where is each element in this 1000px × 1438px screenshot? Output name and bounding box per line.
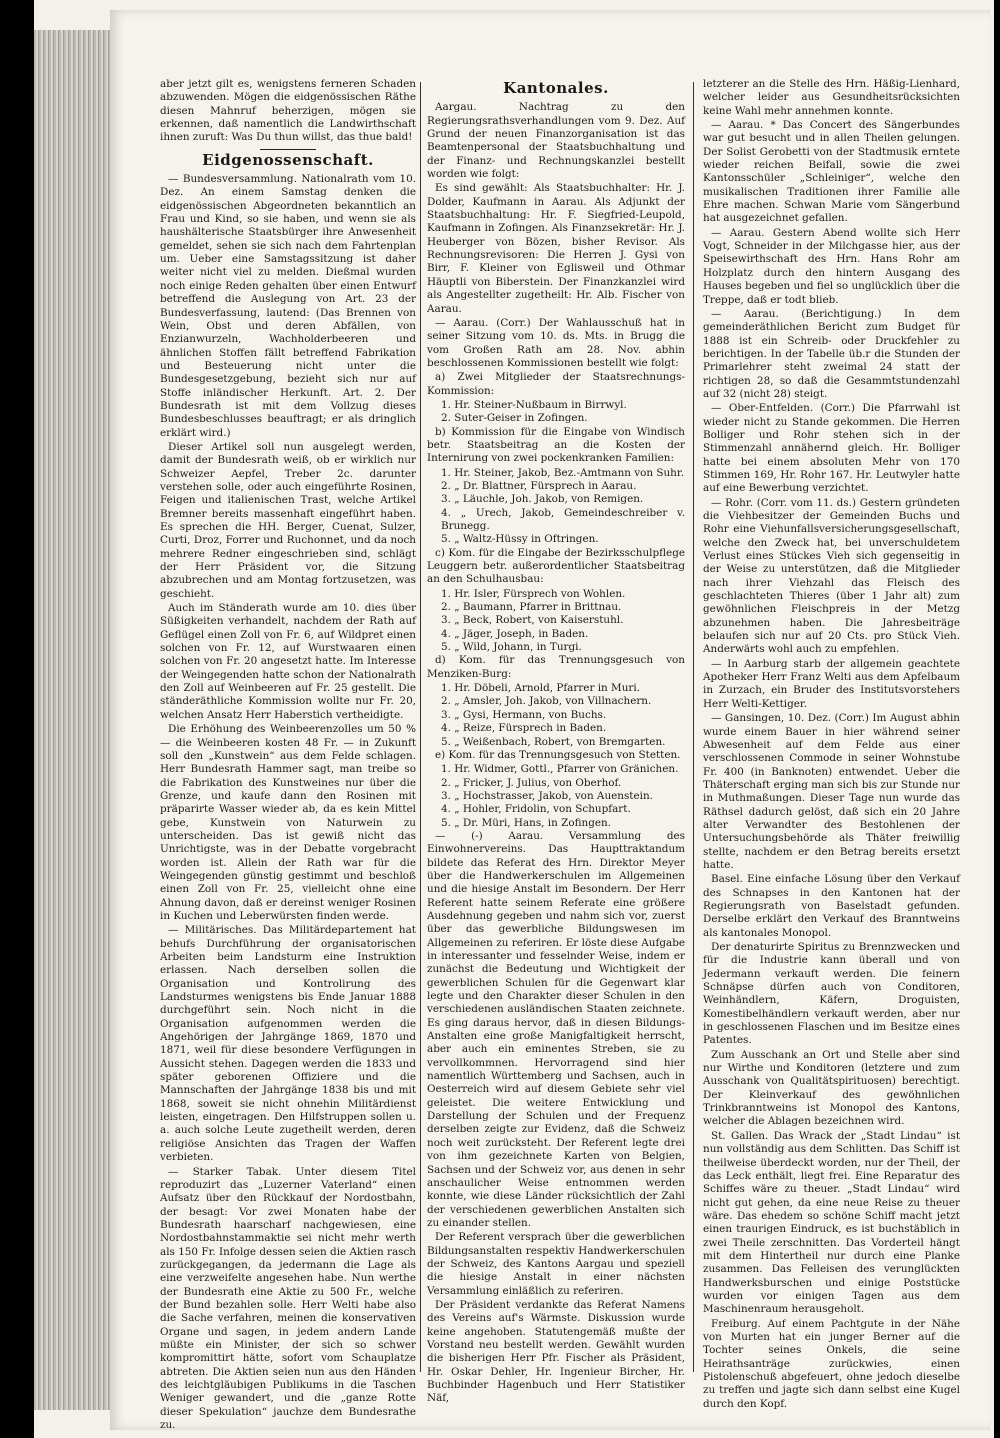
list-item: 1. Hr. Döbeli, Arnold, Pfarrer in Muri. xyxy=(441,682,640,695)
list-item: 2. „ Dr. Blattner, Fürsprech in Aarau. xyxy=(441,479,637,492)
list-b xyxy=(427,467,685,547)
article-artikel: Dieser Artikel soll nun ausgelegt werden, damit der Bundesrath weiß, ob er wirklich nur Schweizer Aepfel, Treber 2c. darunter verstehen solle, oder auch eingeführte Rosinen, Feigen und italienischen Trast, welche Artikel Bremner bereits massenhaft eingeführt haben. Es sprechen die HH. Berger, Cuenat, Sulzer, Curti, Droz, Forrer und Ruchonnet, und da noch mehrere Redner eingeschrieben sind, schlägt der Herr Präsident vor, die Sitzung abzubrechen und am Montag fortzusetzen, was geschieht. xyxy=(160,440,416,600)
article-bundesversammlung: — Bundesversammlung. Nationalrath vom 10. Dez. An einem Samstag denken die eidgenössischen Abgeordneten bekanntlich an Frau und Kind, so sie haben, und wenn sie als haushälterische Staatsbürger ihre Anwesenheit gemeldet, sehen sie sich nach dem Fahrtenplan um. Ueber eine Samstagssitzung ist daher weiter nicht viel zu melden. Dießmal wurden noch einige Reden gehalten über einen Entwurf betreffend die Auslegung von Art. 23 der Bundesverfassung, lautend: (Das Brennen von Wein, Obst und deren Abfällen, von Enzianwurzeln, Wachholderbeeren und ähnlichen Stoffen fällt betreffend Fabrikation und Besteuerung nicht unter die Bundesgesetzgebung, bezieht sich nur auf Stoffe inländischer Herkunft. Art. 2. Der Bundesrath ist mit dem Vollzug dieses Bundesbeschlusses beauftragt; er als dringlich erklärt wird.) xyxy=(160,173,416,439)
article-weinbeerenzoll: Die Erhöhung des Weinbeerenzolles um 50 % — die Weinbeeren kosten 48 Fr. — in Zukunft soll den „Kunstwein“ aus dem Felde schlagen. Herr Bundesrath Hammer sagt, man treibe so die Fabrikation des Kunstweines nur über die Grenze, und kaufe dann den Rosinen mit präparirte Wasser wieder ab, da es kein Mittel gebe, Kunstwein von Naturwein zu unterscheiden. Das ist gewiß nicht das Unrichtigste, was in der Debatte vorgebracht worden ist. Allein der Rath war für die Weingegenden günstig gestimmt und beschloß einen Zoll von Fr. 25, vielleicht ohne eine Ahnung davon, daß er dereinst weniger Rosinen in Kuchen und Leberwürsten finden werde. xyxy=(160,723,416,922)
list-item: 5. „ Wild, Johann, in Turgi. xyxy=(441,641,582,654)
list-a xyxy=(427,399,685,426)
article-ober-entfelden: — Ober-Entfelden. (Corr.) Die Pfarrwahl ist wieder nicht zu Stande gekommen. Die Herren Bolliger und Rohr stehen sich in der Stimmenzahl annähernd gleich. Hr. Bolliger hatte bei einem absoluten Mehr von 170 Stimmen 169, Hr. Rohr 167. Hr. Leutwyler hatte auf eine Bewerbung verzichtet. xyxy=(703,402,960,495)
article-unfall: — Aarau. Gestern Abend wollte sich Herr Vogt, Schneider in der Milchgasse hier, aus der Speisewirthschaft des Hrn. Hans Rohr am Holzplatz durch den hintern Ausgang des Hauses begeben und fiel so unglücklich über die Treppe, daß er todt blieb. xyxy=(703,226,960,306)
article-staenderath: Auch im Ständerath wurde am 10. dies über Süßigkeiten verhandelt, nachdem der Rath auf Geflügel einen Zoll von Fr. 6, auf Wildpret einen solchen von Fr. 12, auf Wurstwaaren einen solchen von Fr. 20 angesetzt hatte. Im Interesse der Weingegenden hatte schon der Nationalrath den Zoll auf Weinbeeren auf Fr. 25 gestellt. Die ständeräthliche Kommission wollte nur Fr. 20, welchen Ansatz Herr Haberstich vertheidigte. xyxy=(160,602,416,721)
list-item: 1. Hr. Steiner, Jakob, Bez.-Amtmann von Suhr. xyxy=(441,466,685,479)
list-item: 2. „ Fricker, J. Julius, von Oberhof. xyxy=(441,776,622,789)
list-item: 4. „ Reize, Fürsprech in Baden. xyxy=(441,722,607,735)
article-basel: Basel. Eine einfache Lösung über den Verkauf des Schnapses in den Kantonen hat der Regierungsrath von Baselstadt gefunden. Derselbe erklärt den Verkauf des Branntweins als kantonales Monopol. xyxy=(703,873,960,939)
list-a-heading: a) Zwei Mitglieder der Staatsrechnungs-Kommission: xyxy=(427,371,685,397)
column-1 xyxy=(160,78,416,1433)
list-item: 5. „ Dr. Müri, Hans, in Zofingen. xyxy=(441,816,611,829)
article-aargau-nachtrag: Aargau. Nachtrag zu den Regierungsrathsverhandlungen vom 9. Dez. Auf Grund der neuen Finanzorganisation ist das Beamtenpersonal der Staatsbuchhaltung und der Finanz- und Rechnungskanzlei bestellt worden wie folgt: xyxy=(427,101,685,181)
article-concert: — Aarau. * Das Concert des Sängerbundes war gut besucht und in allen Theilen gelungen. Der Solist Gerobetti von der Stadtmusik erntete wieder reichen Beifall, sowie die zwei Kantonsschüler „Schleiniger“, welche den musikalischen Traditionen ihrer Familie alle Ehre machen. Schwan Marie vom Sängerbund hat ausgezeichnet gefallen. xyxy=(703,119,960,225)
list-item: 5. „ Waltz-Hüssy in Oftringen. xyxy=(441,533,599,546)
list-item: 4. „ Jäger, Joseph, in Baden. xyxy=(441,627,589,640)
list-item: 5. „ Weißenbach, Robert, von Bremgarten. xyxy=(441,735,666,748)
article-ausschank: Zum Ausschank an Ort und Stelle aber sind nur Wirthe und Konditoren (letztere und zum Ausschank von Qualitätspirituosen) berechtigt. Der Kleinverkauf des gewöhnlichen Trinkbranntweins ist Monopol des Kantons, welcher die Ablagen bezeichnen wird. xyxy=(703,1048,960,1128)
list-b-heading: b) Kommission für die Eingabe von Windisch betr. Staatsbeitrag an die Kosten der Internirung von zwei pockenkranken Familien: xyxy=(427,425,685,465)
column-rule-1 xyxy=(420,82,421,1372)
list-item: 1. Hr. Widmer, Gottl., Pfarrer von Gränichen. xyxy=(441,763,679,776)
list-d-heading: d) Kom. für das Trennungsgesuch von Menziken-Burg: xyxy=(427,654,685,680)
list-item: 3. „ Läuchle, Joh. Jakob, von Remigen. xyxy=(441,493,644,506)
article-freiburg: Freiburg. Auf einem Pachtgute in der Nähe von Murten hat ein junger Berner auf die Tochter seines Onkels, die seine Heirathsanträge zurückwies, einen Pistolenschuß abgefeuert, ohne jedoch dieselbe zu treffen und jagte sich dann selbst eine Kugel durch den Kopf. xyxy=(703,1317,960,1410)
article-spiritus: Der denaturirte Spiritus zu Brennzwecken und für die Industrie kann überall und von Jedermann verkauft werden. Die feinern Schnäpse dürfen auch von Conditoren, Weinhändlern, Käfern, Droguisten, Komestibelhändlern verkauft werden, aber nur in geschlossenen Flaschen und im Besitze eines Patentes. xyxy=(703,941,960,1047)
list-item: 3. „ Hochstrasser, Jakob, von Auenstein. xyxy=(441,789,653,802)
article-aarburg: — In Aarburg starb der allgemein geachtete Apotheker Herr Franz Welti aus dem Apfelbaum in Zurzach, ein Bruder des Institutsvorstehers Herr Welti-Kettiger. xyxy=(703,657,960,710)
article-praesident: Der Präsident verdankte das Referat Namens des Vereins auf's Wärmste. Diskussion wurde keine angehoben. Statutengemäß mußte der Vorstand neu bestellt werden. Gewählt wurden die bisherigen Herr Pfr. Fischer als Präsident, Hr. Oskar Dehler, Hr. Ingenieur Bircher, Hr. Buchbinder Hagenbuch und Herr Statistiker Näf, xyxy=(427,1298,685,1405)
article-rohr: — Rohr. (Corr. vom 11. ds.) Gestern gründeten die Viehbesitzer der Gemeinden Buchs und Rohr eine Viehunfallsversicherungsgesellschaft, welche den Zweck hat, bei unverschuldetem Verlust eines Stückes Vieh sich gegenseitig in der Weise zu unterstützen, daß die Mitglieder nach ihrer Viehzahl das Fleisch des geschlachteten Thieres (über 1 Jahr alt) zum gewöhnlichen Fleischpreis in der Metzg abzunehmen haben. Die Jahresbeiträge belaufen sich nur auf 20 Cts. pro Stück Vieh. Anderwärts wohl auch zu empfehlen. xyxy=(703,496,960,656)
list-item: 3. „ Gysi, Hermann, von Buchs. xyxy=(441,708,607,721)
article-einwohnerverein: — (-) Aarau. Versammlung des Einwohnervereins. Das Haupttraktandum bildete das Referat des Hrn. Direktor Meyer über die Handwerkerschulen im Allgemeinen und die hiesige Anstalt im Besondern. Der Herr Referent hatte seinem Referate eine größere Ausdehnung gegeben und nahm sich vor, zuerst über das gewerbliche Bildungswesen im Allgemeinen zu referiren. Er löste diese Aufgabe in interessanter und fesselnder Weise, indem er zunächst die Bedeutung und Wichtigkeit der gewerblichen Schulen für die Gegenwart klar legte und den Charakter dieser Schulen in den verschiedenen ausländischen Staaten zeichnete. Es ging daraus hervor, daß in diesen Bildungs-Anstalten eine große Manigfaltigkeit herrscht, aber auch ein eminentes Streben, sie zu vervollkommnen. Hervorragend sind hier namentlich Württemberg und Sachsen, auch in Oesterreich wird auf diesem Gebiete sehr viel geleistet. Die weitere Entwicklung und Darstellung der Schulen und der Frequenz derselben zeigte zur Evidenz, daß die Schweiz noch weit zurücksteht. Der Referent legte drei von ihm gezeichnete Karten von Belgien, Sachsen und der Schweiz vor, aus denen in sehr anschaulicher Weise entnommen werden konnte, wie diese Länder rücksichtlich der Zahl der verschiedenen gewerblichen Anstalten sich zu einander stellen. xyxy=(427,829,685,1229)
article-berichtigung: — Aarau. (Berichtigung.) In dem gemeinderäthlichen Bericht zum Budget für 1888 ist ein Schreib- oder Druckfehler zu berichtigen. In der Tabelle üb.r die Stunden der Primarlehrer steht zweimal 24 statt der richtigen 28, so daß die Gesammtstundenzahl auf 32 (nicht 28) steigt. xyxy=(703,307,960,400)
heading-kantonales: Kantonales. xyxy=(503,79,609,97)
list-item: 1. Hr. Isler, Fürsprech von Wohlen. xyxy=(441,587,626,600)
list-c xyxy=(427,588,685,655)
list-item: 3. „ Beck, Robert, von Kaiserstuhl. xyxy=(441,614,624,627)
article-referent: Der Referent versprach über die gewerblichen Bildungsanstalten respektiv Handwerkerschulen der Schweiz, des Kantons Aargau und speziell die hiesige Anstalt in einer nächsten Versammlung einläßlich zu referiren. xyxy=(427,1231,685,1297)
list-item: 1. Hr. Steiner-Nußbaum in Birrwyl. xyxy=(441,398,627,411)
heading-eidgenossenschaft: Eidgenossenschaft. xyxy=(202,150,374,169)
article-starker-tabak: — Starker Tabak. Unter diesem Titel reproduzirt das „Luzerner Vaterland“ einen Aufsatz über den Rückkauf der Nordostbahn, der besagt: Vor zwei Monaten habe der Bundesrath haarscharf nachgewiesen, eine Nordostbahnstammaktie sei nicht mehr werth als 150 Fr. Infolge dessen seien die Aktien rasch zurückgegangen, da jedermann die Lage als eine verzweifelte angesehen habe. Nun werthe der Bundesrath eine Aktie zu 500 Fr., welche der Bund bezahlen solle. Herr Welti habe also die Sache verfahren, meinen die konservativen Organe und sagen, in jedem andern Lande müßte ein Minister, der sich so schwer kompromittirt hätte, sofort vom Schauplatze abtreten. Die Aktien seien nun aus den Händen des leichtgläubigen Publikums in die Taschen Weniger gewandert, und die „ganze Rotte dieser Spekulation“ jauchze dem Bundesrathe zu. xyxy=(160,1165,416,1432)
list-item: 2. „ Baumann, Pfarrer in Brittnau. xyxy=(441,601,622,614)
list-c-heading: c) Kom. für die Eingabe der Bezirksschulpflege Leuggern betr. außerordentlicher Staatsbeitrag an den Schulhausbau: xyxy=(427,546,685,586)
list-d xyxy=(427,682,685,749)
column-2 xyxy=(427,78,685,1407)
page-stack-edge xyxy=(34,30,110,1410)
list-item: 4. „ Hohler, Fridolin, von Schupfart. xyxy=(441,803,631,816)
column-3 xyxy=(703,78,960,1412)
section-rule xyxy=(260,149,316,150)
column-rule-2 xyxy=(693,82,694,1372)
list-item: 4. „ Urech, Jakob, Gemeindeschreiber v. Brunegg. xyxy=(441,506,685,532)
article-wahlausschuss: — Aarau. (Corr.) Der Wahlausschuß hat in seiner Sitzung vom 10. ds. Mts. in Brugg die vom Großen Rath am 28. Nov. abhin beschlossenen Kommissionen bestellt wie folgt: xyxy=(427,316,685,369)
article-militaerisches: — Militärisches. Das Militärdepartement hat behufs Durchführung der organisatorischen Arbeiten beim Landsturm eine Instruktion erlassen. Nach derselben sollen die Organisation und Kontrolirung des Landsturmes wenigstens bis Ende Januar 1888 durchgeführt sein. Noch nicht in die Organisation aufgenommen werden die Angehörigen der Jahrgänge 1869, 1870 und 1871, weil für diese besondere Verfügungen in Aussicht stehen. Dagegen werden die 1833 und später geborenen Offiziere und die Mannschaften der Jahrgänge 1838 bis und mit 1868, soweit sie nicht ohnehin Militärdienst leisten, eingetragen. Den Hilfstruppen sollen u. a. auch solche Leute zugetheilt werden, deren religiöse Ansichten das Tragen der Waffen verbieten. xyxy=(160,924,416,1164)
list-e xyxy=(427,763,685,830)
article-gansingen: — Gansingen, 10. Dez. (Corr.) Im August abhin wurde einem Bauer in hier während seiner Abwesenheit auf dem Felde aus einer verschlossenen Commode in seiner Wohnstube Fr. 400 (in Banknoten) entwendet. Ueber die Thäterschaft erging man sich bis zur Stunde nur in Muthmaßungen. Dieser Tage nun wurde das Räthsel dadurch gelöst, daß sich ein 20 Jahre alter Verwandter des Bestohlenen der Untersuchungsbehörde als Thäter freiwillig stellte, nachdem er den Betrag bereits ersetzt hatte. xyxy=(703,712,960,871)
intro-paragraph: aber jetzt gilt es, wenigstens ferneren Schaden abzuwenden. Mögen die eidgenössischen Räthe diesen Mahnruf beherzigen, mögen sie erkennen, daß namentlich die Landwirthschaft ihnen zuruft: Was Du thun willst, das thue bald! xyxy=(160,78,416,144)
list-item: 2. „ Amsler, Joh. Jakob, von Villnachern. xyxy=(441,695,652,708)
article-st-gallen: St. Gallen. Das Wrack der „Stadt Lindau“ ist nun vollständig aus dem Schlitten. Das Schiff ist theilweise überdeckt worden, nur der Theil, der das Leck enthält, liegt frei. Eine Reparatur des Schiffes wäre zu theuer. „Stadt Lindau“ wird nicht gut gehen, da eine neue Reise zu theuer wäre. Das ehedem so schöne Schiff macht jetzt einen traurigen Eindruck, es ist buchstäblich in zwei Theile zerschnitten. Das Vorderteil hängt mit dem Hintertheil nur durch eine Planke zusammen. Das Felleisen des verunglückten Handwerksburschen und einige Poststücke wurden vor einigen Tagen aus dem Maschinenraum herausgeholt. xyxy=(703,1129,960,1316)
article-continuation: letzterer an die Stelle des Hrn. Häßig-Lienhard, welcher leider aus Gesundheitsrücksichten keine Wahl mehr annehmen konnte. xyxy=(703,78,960,117)
article-gewaehlt: Es sind gewählt: Als Staatsbuchhalter: Hr. J. Dolder, Kaufmann in Aarau. Als Adjunkt der Staatsbuchhaltung: Hr. F. Siegfried-Leupold, Kaufmann in Zofingen. Als Finanzsekretär: Hr. J. Heuberger von Bözen, bisher Revisor. Als Rechnungsrevisoren: Die Herren J. Gysi von Birr, F. Kleiner von Eglisweil und Othmar Häuptli von Biberstein. Der Finanzkanzlei wird als Angestellter zugetheilt: Hr. Alb. Fischer von Aarau. xyxy=(427,182,685,315)
list-e-heading: e) Kom. für das Trennungsgesuch von Stetten. xyxy=(435,748,681,761)
list-item: 2. Suter-Geiser in Zofingen. xyxy=(441,412,588,425)
